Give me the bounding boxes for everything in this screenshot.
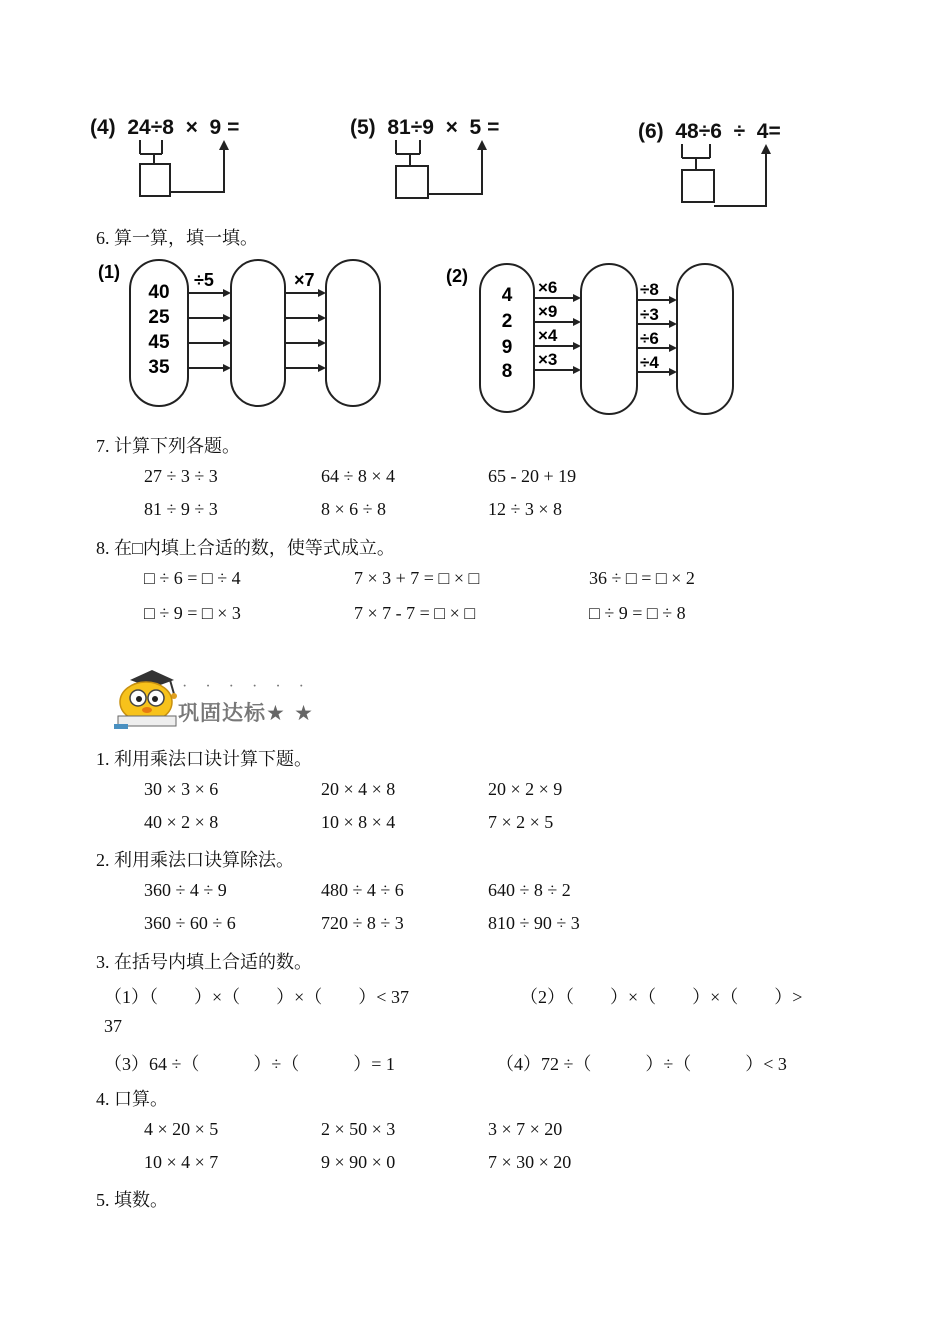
d2-num: 2 [501, 311, 513, 332]
s2-item: 360 ÷ 60 ÷ 6 [144, 913, 236, 933]
d2-op1: ×6 [538, 278, 558, 297]
q8-title: 8. 在□内填上合适的数，使等式成立。 [96, 538, 395, 558]
s4-title: 4. 口算。 [96, 1089, 168, 1109]
d2-op2: ÷4 [640, 353, 659, 372]
q8-item: 36 ÷ □ = □ × 2 [589, 568, 695, 588]
s2-item: 720 ÷ 8 ÷ 3 [321, 913, 404, 933]
q8-item: □ ÷ 9 = □ ÷ 8 [589, 603, 686, 623]
s2-item: 480 ÷ 4 ÷ 6 [321, 880, 404, 900]
flow-6: (6) 48÷6 ÷ 4= [638, 120, 781, 143]
flow-5-connector [386, 138, 496, 204]
q7-item: 65 - 20 + 19 [488, 466, 577, 486]
d1-num: 25 [148, 307, 170, 328]
s1-item: 7 × 2 × 5 [488, 812, 554, 832]
s1-item: 30 × 3 × 6 [144, 779, 219, 799]
d1-label: (1) [98, 262, 120, 282]
q6-diagram-2 [444, 256, 744, 420]
output-capsule[interactable] [326, 260, 380, 406]
s5-title: 5. 填数。 [96, 1190, 168, 1210]
d2-op1: ×3 [538, 350, 558, 369]
q7-item: 64 ÷ 8 × 4 [321, 466, 396, 486]
flow-6-connector [672, 142, 782, 210]
middle-capsule[interactable] [231, 260, 285, 406]
q8-item: 7 × 7 - 7 = □ × □ [354, 603, 476, 623]
s4-item: 3 × 7 × 20 [488, 1119, 563, 1139]
d2-num: 8 [501, 361, 513, 382]
section-dots: · · · · · · [182, 678, 311, 695]
d1-num: 45 [148, 332, 170, 353]
d1-num: 35 [148, 357, 170, 378]
d2-op2: ÷6 [640, 329, 659, 348]
s4-item: 10 × 4 × 7 [144, 1152, 219, 1172]
s1-item: 10 × 8 × 4 [321, 812, 396, 832]
d1-op1: ÷5 [194, 270, 214, 290]
d2-op2: ÷8 [640, 280, 659, 299]
d2-num: 4 [501, 285, 513, 306]
s3-part-4: （4）72 ÷（ ）÷（ ）< 3 [496, 1054, 787, 1074]
q7-item: 8 × 6 ÷ 8 [321, 499, 387, 519]
s3-part-1: （1）（ ）×（ ）×（ ）< 37 [104, 987, 409, 1007]
q6-title: 6. 算一算，填一填。 [96, 228, 258, 248]
s3-part-3: （3）64 ÷（ ）÷（ ）= 1 [104, 1054, 395, 1074]
middle-capsule[interactable] [581, 264, 637, 414]
q7-item: 27 ÷ 3 ÷ 3 [144, 466, 218, 486]
q7-item: 12 ÷ 3 × 8 [488, 499, 563, 519]
flow-5: (5) 81÷9 × 5 = [350, 116, 500, 139]
q7-title: 7. 计算下列各题。 [96, 436, 240, 456]
s2-item: 360 ÷ 4 ÷ 9 [144, 880, 227, 900]
s3-part-2-wrap: 37 [104, 1016, 122, 1036]
s1-item: 40 × 2 × 8 [144, 812, 219, 832]
q6-diagram-1 [96, 256, 386, 416]
q7-item: 81 ÷ 9 ÷ 3 [144, 499, 218, 519]
s2-item: 640 ÷ 8 ÷ 2 [488, 880, 571, 900]
d2-op1: ×4 [538, 326, 558, 345]
output-capsule[interactable] [677, 264, 733, 414]
s4-item: 9 × 90 × 0 [321, 1152, 396, 1172]
d2-label: (2) [446, 266, 468, 286]
s2-item: 810 ÷ 90 ÷ 3 [488, 913, 580, 933]
d2-op2: ÷3 [640, 305, 659, 324]
answer-box[interactable] [396, 166, 428, 198]
s1-title: 1. 利用乘法口诀计算下题。 [96, 749, 312, 769]
mascot-icon [108, 666, 184, 730]
d2-op1: ×9 [538, 302, 558, 321]
s1-item: 20 × 2 × 9 [488, 779, 563, 799]
s3-title: 3. 在括号内填上合适的数。 [96, 952, 312, 972]
q8-item: 7 × 3 + 7 = □ × □ [354, 568, 480, 588]
d1-num: 40 [148, 282, 170, 303]
flow-4-connector [130, 138, 240, 204]
s4-item: 4 × 20 × 5 [144, 1119, 219, 1139]
s4-item: 2 × 50 × 3 [321, 1119, 396, 1139]
s1-item: 20 × 4 × 8 [321, 779, 396, 799]
s4-item: 7 × 30 × 20 [488, 1152, 572, 1172]
s3-part-2: （2）（ ）×（ ）×（ ）> [520, 987, 803, 1007]
star-icon: ★ ★ [266, 701, 314, 725]
flow-4: (4) 24÷8 × 9 = [90, 116, 240, 139]
d1-op2: ×7 [294, 270, 315, 290]
answer-box[interactable] [140, 164, 170, 196]
q8-item: □ ÷ 6 = □ ÷ 4 [144, 568, 241, 588]
section-title: 巩固达标★ ★ [178, 701, 314, 725]
s2-title: 2. 利用乘法口诀算除法。 [96, 850, 294, 870]
answer-box[interactable] [682, 170, 714, 202]
q8-item: □ ÷ 9 = □ × 3 [144, 603, 241, 623]
d2-num: 9 [501, 337, 513, 358]
